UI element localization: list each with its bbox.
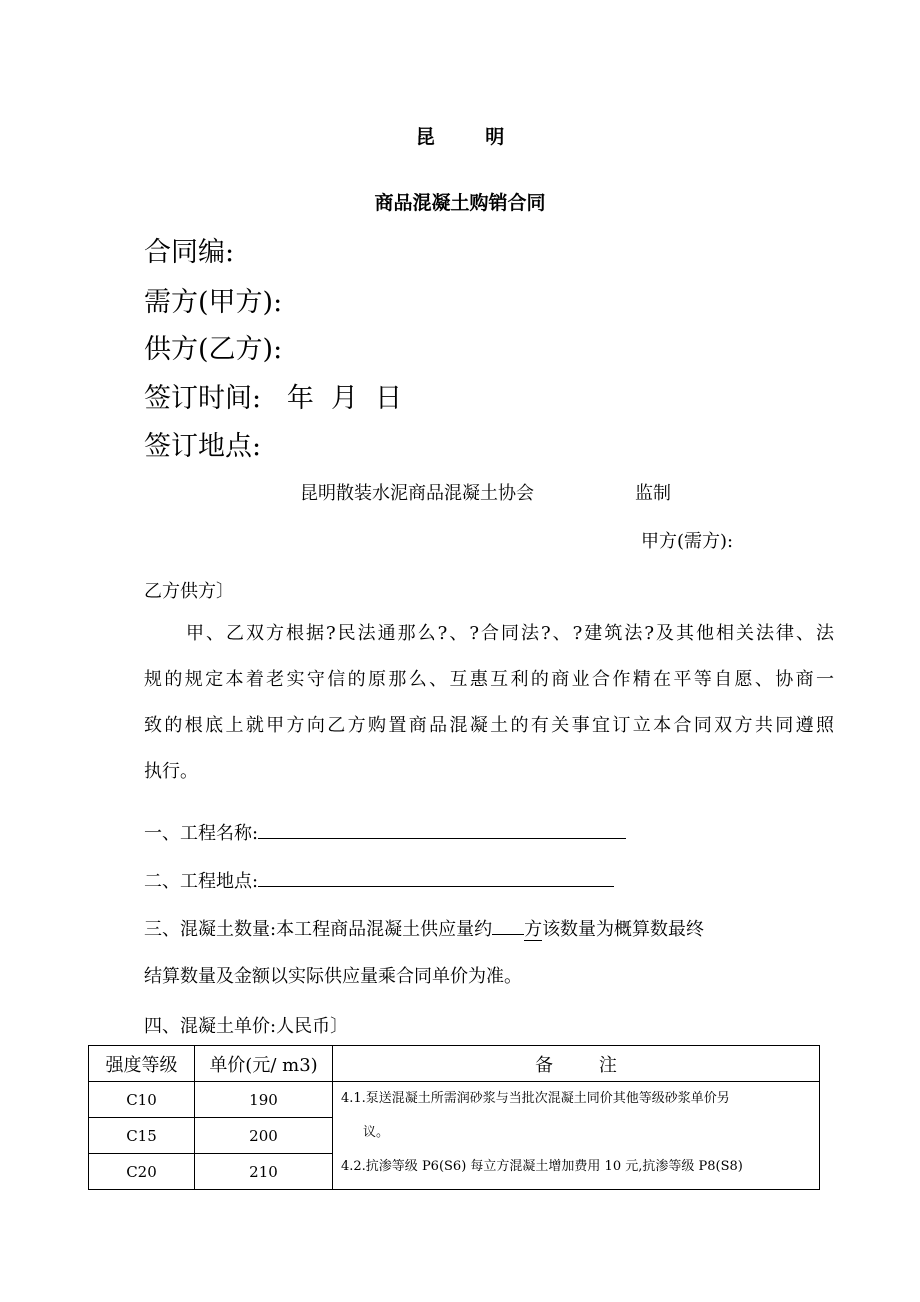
grade-cell: C20 xyxy=(89,1154,195,1190)
supervisor-org: 昆明散装水泥商品混凝土协会 xyxy=(300,483,534,504)
item-quantity xyxy=(144,914,704,941)
header-notes: 备 注 xyxy=(333,1046,820,1082)
contract-number-label: 合同编: xyxy=(144,237,235,268)
quantity-suffix: 该数量为概算数最终 xyxy=(542,919,705,940)
project-location-label: 二、工程地点: xyxy=(144,871,259,892)
header-price: 单价(元/ m3) xyxy=(195,1046,333,1082)
quantity-line2: 结算数量及金额以实际供应量乘合同单价为准。 xyxy=(144,966,522,987)
party-a-label: 甲方(需方): xyxy=(641,531,734,552)
price-cell: 210 xyxy=(195,1154,333,1190)
contract-title: 商品混凝土购销合同 xyxy=(374,192,546,214)
sign-date-label: 签订时间: 年 月 日 xyxy=(144,383,403,414)
grade-cell: C15 xyxy=(89,1118,195,1154)
note-4-2: 4.2.抗渗等级 P6(S6) 每立方混凝土增加费用 10 元,抗渗等级 P8(S8) xyxy=(341,1159,743,1174)
item-unit-price: 四、混凝土单价:人民币〕 xyxy=(144,1016,349,1037)
item-project-name xyxy=(144,818,626,845)
project-location-blank[interactable] xyxy=(258,866,614,887)
price-table xyxy=(88,1045,820,1190)
note-4-1-cont: 议。 xyxy=(363,1125,390,1140)
intro-line: 致的根底上就甲方向乙方购置商品混凝土的有关事宜订立本合同双方共同遵照 xyxy=(144,715,834,736)
sign-place-label: 签订地点: xyxy=(144,431,262,462)
project-name-blank[interactable] xyxy=(258,818,626,839)
notes-cell xyxy=(333,1082,820,1190)
table-row xyxy=(89,1082,820,1118)
quantity-unit: 方 xyxy=(524,919,543,940)
price-cell: 190 xyxy=(195,1082,333,1118)
price-cell: 200 xyxy=(195,1118,333,1154)
quantity-prefix: 三、混凝土数量:本工程商品混凝土供应量约 xyxy=(144,919,493,940)
intro-paragraph xyxy=(144,611,834,795)
table-header-row xyxy=(89,1046,820,1082)
buyer-label: 需方(甲方): xyxy=(144,287,283,318)
city-heading: 昆 明 xyxy=(415,126,527,148)
supervisor-suffix: 监制 xyxy=(635,483,671,504)
grade-cell: C10 xyxy=(89,1082,195,1118)
party-b-label: 乙方供方〕 xyxy=(144,581,234,602)
note-4-1: 4.1.泵送混凝土所需润砂浆与当批次混凝土同价其他等级砂浆单价另 xyxy=(341,1091,730,1106)
project-name-label: 一、工程名称: xyxy=(144,823,259,844)
intro-line: 甲、乙双方根据?民法通那么?、?合同法?、?建筑法?及其他相关法律、法 xyxy=(186,623,834,644)
quantity-blank[interactable] xyxy=(492,914,524,935)
intro-line: 执行。 xyxy=(144,761,198,782)
item-project-location xyxy=(144,866,614,893)
intro-line: 规的规定本着老实守信的原那么、互惠互利的商业合作精在平等自愿、协商一 xyxy=(144,669,834,690)
header-grade: 强度等级 xyxy=(89,1046,195,1082)
seller-label: 供方(乙方): xyxy=(144,334,283,365)
